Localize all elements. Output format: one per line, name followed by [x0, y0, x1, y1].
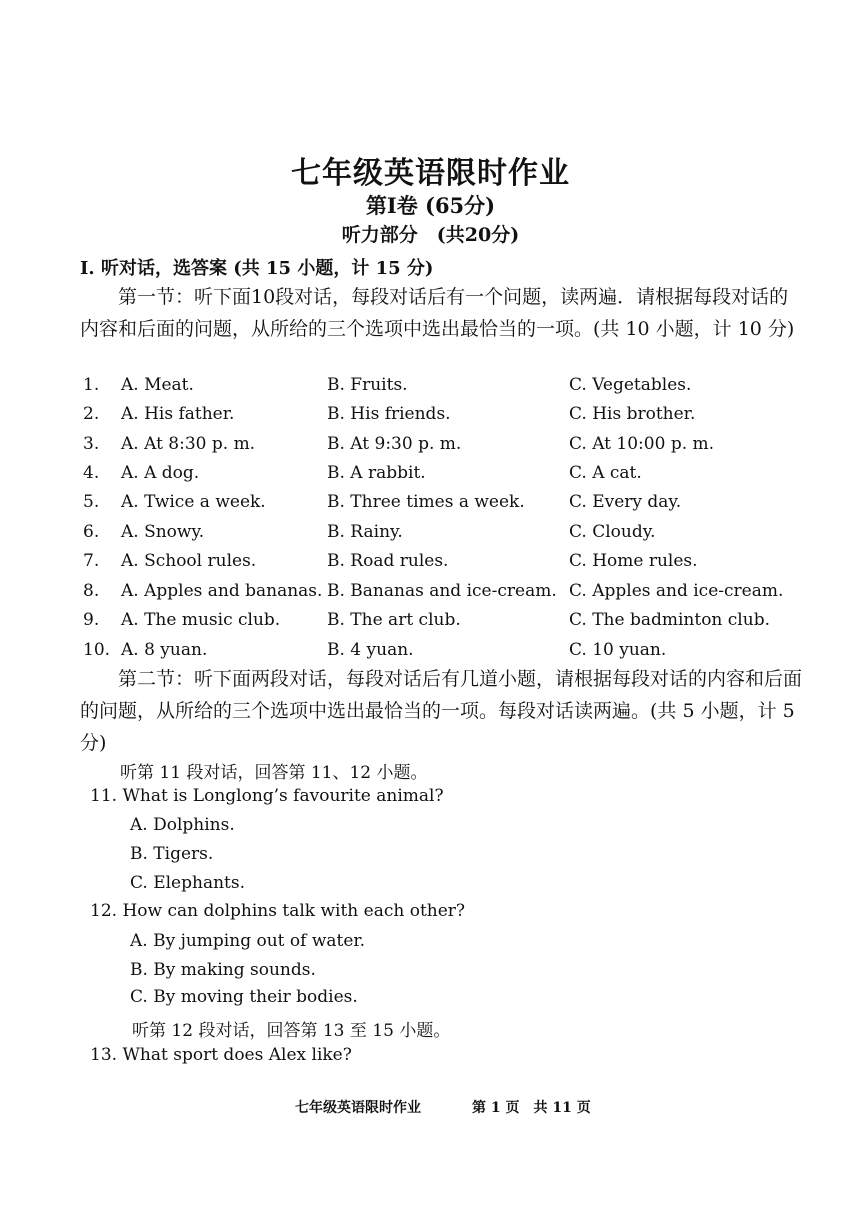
question-11: 11. What is Longlong’s favourite animal? [90, 786, 444, 806]
option-b: B. His friends. [327, 404, 451, 424]
option-b: B. Rainy. [327, 522, 403, 542]
option-c: C. Vegetables. [569, 375, 692, 395]
question-number: 3. [83, 434, 100, 454]
option-b: B. The art club. [327, 610, 461, 630]
option-c: C. A cat. [569, 463, 642, 483]
dialog12-instruction: 听第 12 段对话，回答第 13 至 15 小题。 [132, 1021, 451, 1041]
option-c: C. Cloudy. [569, 522, 656, 542]
question-number: 5. [83, 492, 100, 512]
option-c: C. Home rules. [569, 551, 698, 571]
question-number: 8. [83, 581, 100, 601]
option-c: C. Every day. [569, 492, 682, 512]
q11-option-a: A. Dolphins. [130, 815, 235, 835]
option-c: C. At 10:00 p. m. [569, 434, 715, 454]
footer-page-number: 第 1 页 共 11 页 [472, 1100, 591, 1116]
option-c: C. His brother. [569, 404, 696, 424]
option-c: C. 10 yuan. [569, 640, 667, 660]
question-12: 12. How can dolphins talk with each other? [90, 901, 466, 921]
option-a: A. Snowy. [121, 522, 205, 542]
option-b: B. Fruits. [327, 375, 408, 395]
question-number: 10. [83, 640, 111, 660]
page-title: 七年级英语限时作业 [291, 156, 570, 191]
option-a: A. The music club. [121, 610, 281, 630]
option-b: B. Three times a week. [327, 492, 525, 512]
option-a: A. Meat. [121, 375, 194, 395]
part1-instruction: 第一节：听下面10段对话，每段对话后有一个问题，读两遍．请根据每段对话的内容和后面的问题，从所给的三个选项中选出最恰当的一项。(共 10 小题，计 10 分) [80, 286, 795, 340]
option-b: B. 4 yuan. [327, 640, 414, 660]
option-a: A. 8 yuan. [121, 640, 208, 660]
option-a: A. Apples and bananas. [121, 581, 323, 601]
question-number: 2. [83, 404, 100, 424]
paper-subtitle: 第Ⅰ卷 (65分) [365, 193, 496, 218]
option-b: B. A rabbit. [327, 463, 426, 483]
part2-instruction: 第二节：听下面两段对话，每段对话后有几道小题，请根据每段对话的内容和后面的问题，从所给的三个选项中选出最恰当的一项。每段对话读两遍。(共 5 小题，计 5 分) [80, 668, 803, 754]
listening-part-heading: 听力部分 (共20分) [341, 224, 520, 246]
question-number: 4. [83, 463, 100, 483]
question-number: 6. [83, 522, 100, 542]
option-a: A. School rules. [121, 551, 257, 571]
question-number: 1. [83, 375, 100, 395]
option-c: C. Apples and ice-cream. [569, 581, 784, 601]
option-b: B. Bananas and ice-cream. [327, 581, 557, 601]
question-number: 9. [83, 610, 100, 630]
option-a: A. His father. [121, 404, 235, 424]
dialog11-instruction: 听第 11 段对话，回答第 11、12 小题。 [120, 763, 428, 783]
option-b: B. Road rules. [327, 551, 449, 571]
q12-option-b: B. By making sounds. [130, 960, 316, 980]
q11-option-c: C. Elephants. [130, 873, 245, 893]
option-a: A. A dog. [121, 463, 200, 483]
footer-title: 七年级英语限时作业 [295, 1100, 421, 1116]
section-heading: I. 听对话，选答案 (共 15 小题，计 15 分) [80, 258, 434, 279]
question-number: 7. [83, 551, 100, 571]
option-a: A. At 8:30 p. m. [121, 434, 256, 454]
option-b: B. At 9:30 p. m. [327, 434, 462, 454]
option-c: C. The badminton club. [569, 610, 770, 630]
q12-option-c: C. By moving their bodies. [130, 987, 358, 1007]
option-a: A. Twice a week. [121, 492, 266, 512]
q11-option-b: B. Tigers. [130, 844, 214, 864]
q12-option-a: A. By jumping out of water. [130, 931, 366, 951]
question-13: 13. What sport does Alex like? [90, 1045, 352, 1065]
